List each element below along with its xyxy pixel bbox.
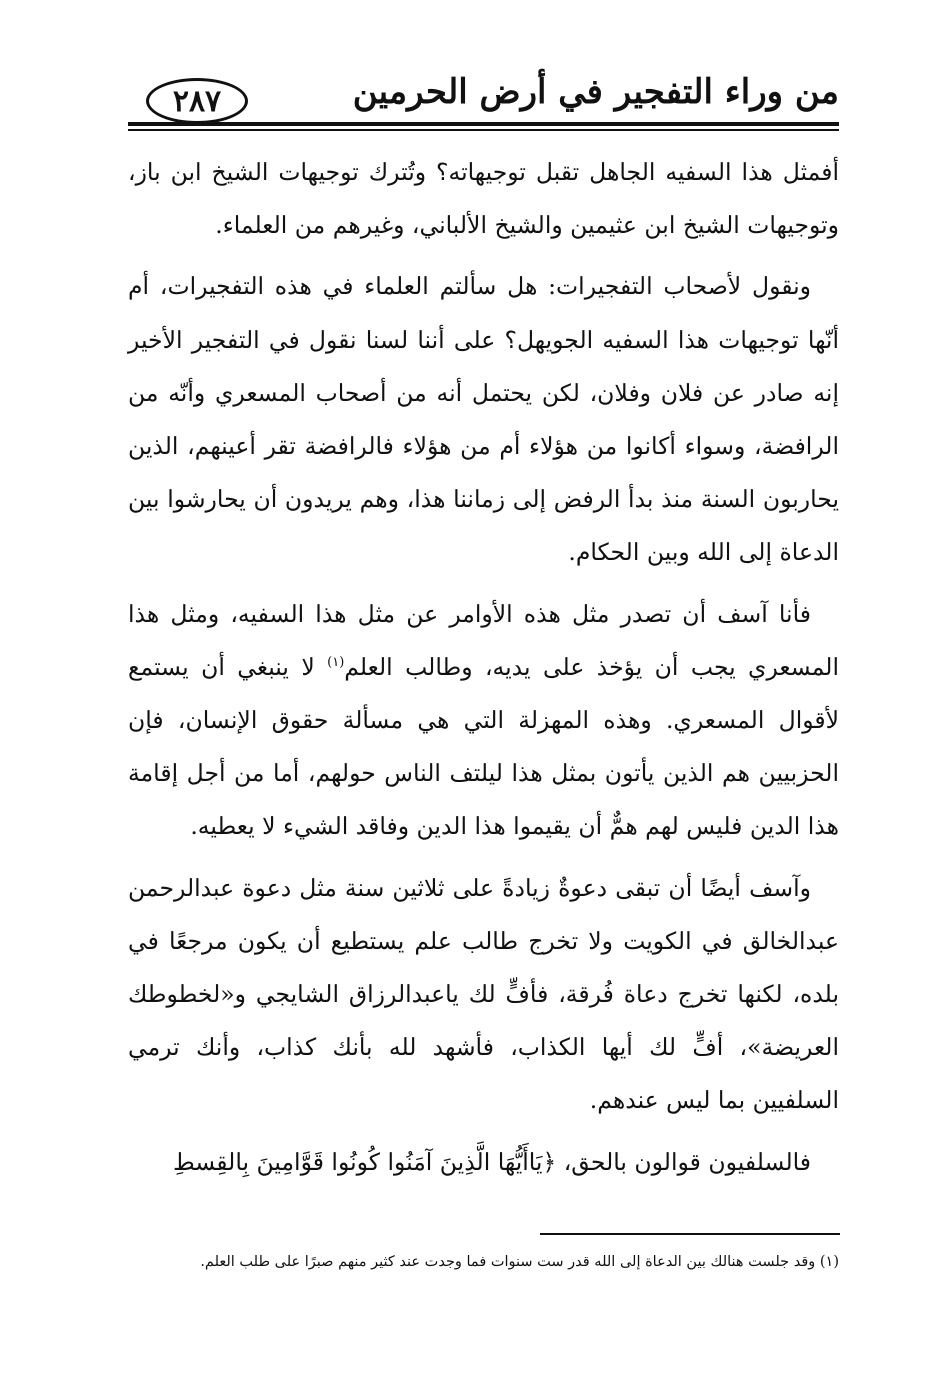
paragraph-1: أفمثل هذا السفيه الجاهل تقبل توجيهاته؟ وتُترك توجيهات الشيخ ابن باز، وتوجيهات الشيخ ابن عثيمين والشيخ الألباني، وغيرهم من العلماء.	[128, 158, 839, 240]
paragraph-3-part-1: فأنا آسف أن تصدر مثل هذه الأوامر عن مثل هذا السفيه، ومثل هذا المسعري يجب أن يؤخذ على يديه، وطالب العلم	[128, 599, 839, 681]
footnote-reference: (١)	[327, 655, 345, 670]
body-text	[128, 146, 839, 1197]
paragraph-4: وآسف أيضًا أن تبقى دعوةٌ زيادةً على ثلاثين سنة مثل دعوة عبدالرحمن عبدالخالق في الكويت ولا تخرج طالب علم يستطيع أن يكون مرجعًا في بلده، لكنها تخرج دعاة فُرقة، فأفٍّ لك ياعبدالرزاق الشايجي و«لخطوطك العريضة»، أفٍّ لك أيها الكذاب، فأشهد لله بأنك كذاب، وأنك ترمي السلفيين بما ليس عندهم.	[128, 873, 839, 1115]
running-header	[128, 72, 839, 128]
paragraph-3-part-2: لا ينبغي أن يستمع لأقوال المسعري. وهذه المهزلة التي هي مسألة حقوق الإنسان، فإن الحزبيين هم الذين يأتون بمثل هذا ليلتف الناس حولهم، أما من أجل إقامة هذا الدين فليس لهم همٌّ أن يقيموا هذا الدين وفاقد الشيء لا يعطيه.	[128, 652, 839, 841]
footnote: (١) وقد جلست هنالك بين الدعاة إلى الله قدر ست سنوات فما وجدت عند كثير منهم صبرًا على طلب العلم.	[200, 1254, 839, 1270]
paragraph-3	[128, 588, 839, 854]
header-rule-thin	[128, 129, 839, 131]
paragraph-2: ونقول لأصحاب التفجيرات: هل سألتم العلماء في هذه التفجيرات، أم أنّها توجيهات هذا السفيه الجويهل؟ على أننا لسنا نقول في التفجير الأخير إنه صادر عن فلان وفلان، لكن يحتمل أنه من أصحاب المسعري وأنّه من الرافضة، وسواء أكانوا من هؤلاء أم من هؤلاء فالرافضة تقر أعينهم، الذين يحاربون السنة منذ بدأ الرفض إلى زماننا هذا، وهم يريدون أن يحارشوا بين الدعاة إلى الله وبين الحكام.	[128, 272, 839, 567]
header-rule-thick	[128, 122, 839, 126]
page-number: ٢٨٧	[146, 78, 248, 124]
footnote-separator	[540, 1233, 840, 1235]
header-title: من وراء التفجير في أرض الحرمين	[352, 72, 839, 112]
paragraph-5: فالسلفيون قوالون بالحق، ﴿يَاأَيُّهَا الَّذِينَ آمَنُوا كُونُوا قَوَّامِينَ بِالقِسطِ	[173, 1147, 811, 1176]
